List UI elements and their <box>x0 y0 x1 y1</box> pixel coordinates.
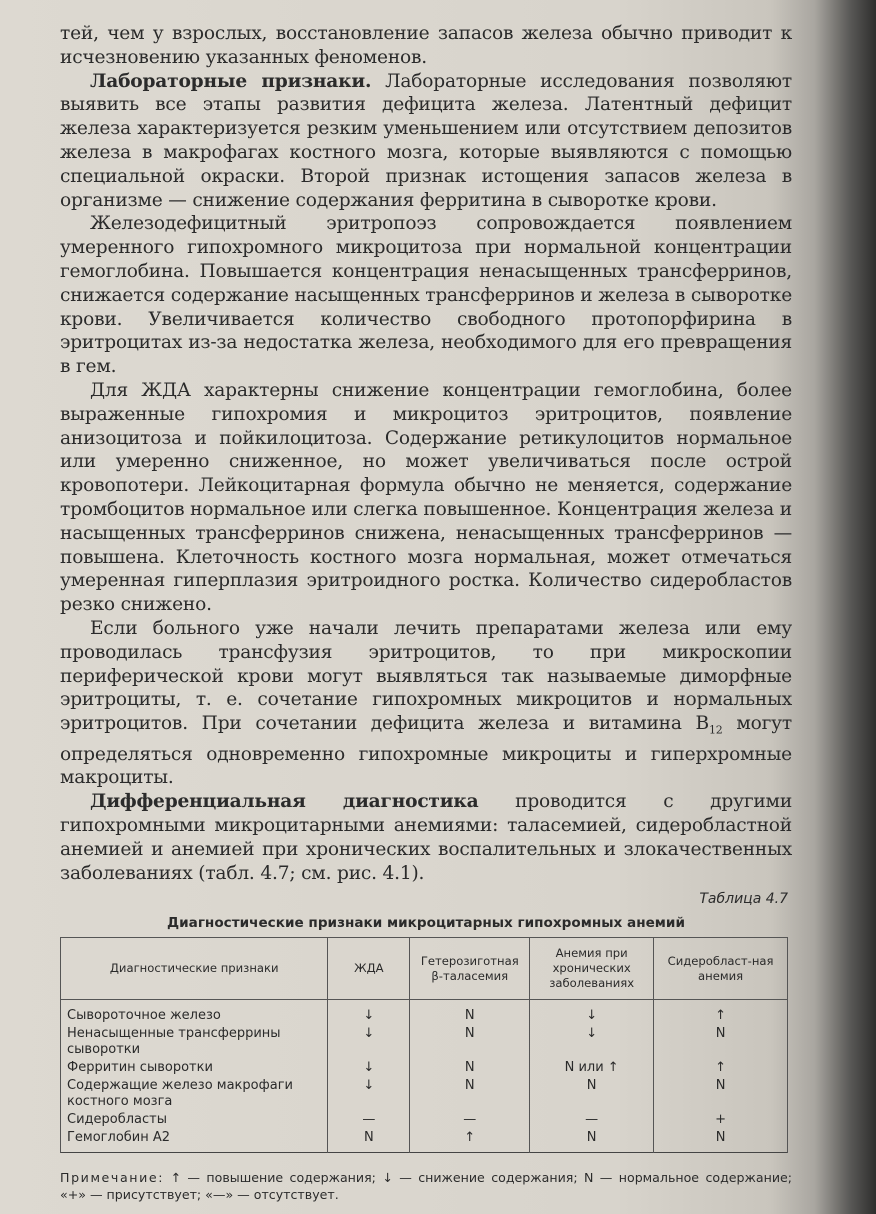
table-row <box>61 1111 788 1129</box>
row-label: Ненасыщенные трансферрины сыворотки <box>61 1025 328 1059</box>
paragraph-text: тей, чем у взрослых, восстановление запасов железа обычно приводит к исчезновению указанных феноменов. <box>60 23 792 68</box>
column-header: Сидеробласт-ная анемия <box>654 938 788 1000</box>
table-cell: N <box>654 1025 788 1059</box>
row-label: Сидеробласты <box>61 1111 328 1129</box>
table-row <box>61 1059 788 1077</box>
column-header: ЖДА <box>328 938 410 1000</box>
paragraph-text: проводится с другими гипохромными микроцитарными анемиями: таласемией, сидеробластной анемией и анемией при хронических воспалительных и злокачественных заболеваниях (табл. 4.7; см. рис. 4.1). <box>60 791 793 884</box>
table-row <box>61 1000 788 1026</box>
table-cell: ↑ <box>654 1059 788 1077</box>
table-cell: ↓ <box>328 1059 410 1077</box>
table-cell: N <box>654 1077 788 1111</box>
subscript: 12 <box>708 723 723 737</box>
row-label: Содержащие железо макрофаги костного мозга <box>61 1077 328 1111</box>
paragraph-text: Для ЖДА характерны снижение концентрации гемоглобина, более выраженные гипохромия и микроцитоз эритроцитов, появление анизоцитоза и пойкилоцитоза. Содержание ретикулоцитов нормальное или умеренно сниженное, но может увеличиваться после острой кровопотери. Лейкоцитарная формула обычно не меняется, содержание тромбоцитов нормальное или слегка повышенное. Концентрация железа и насыщенных трансферринов снижена, ненасыщенных трансферринов — повышена. Клеточность костного мозга нормальная, может отмечаться умеренная гиперплазия эритроидного ростка. Количество сидеробластов резко снижено. <box>60 379 792 616</box>
table-cell: N <box>410 1077 530 1111</box>
paragraph-text: могут определяться одновременно гипохромные микроциты и гиперхромные макроциты. <box>60 713 792 789</box>
table-cell: N <box>410 1000 530 1026</box>
text-column <box>60 22 792 1203</box>
table-cell: ↓ <box>530 1025 654 1059</box>
paragraph-continuation <box>60 22 792 70</box>
table-cell: — <box>328 1111 410 1129</box>
table-cell: ↓ <box>328 1000 410 1026</box>
table-caption: Таблица 4.7 <box>699 891 788 908</box>
table-footnote <box>60 1169 792 1203</box>
table-cell: N <box>410 1025 530 1059</box>
diagnostic-table <box>60 937 788 1153</box>
footnote-text: ↑ — повышение содержания; ↓ — снижение содержания; N — нормальное содержание; «+» — присутствует; «—» — отсутствует. <box>60 1170 792 1203</box>
table-cell: — <box>410 1111 530 1129</box>
table-cell: ↓ <box>328 1025 410 1059</box>
column-header: Диагностические признаки <box>61 938 328 1000</box>
table-cell: + <box>654 1111 788 1129</box>
table-cell: N <box>530 1077 654 1111</box>
table-cell: N <box>654 1129 788 1153</box>
table-cell: ↓ <box>530 1000 654 1026</box>
row-label: Ферритин сыворотки <box>61 1059 328 1077</box>
table-cell: — <box>530 1111 654 1129</box>
table-row <box>61 1077 788 1111</box>
table-row <box>61 1025 788 1059</box>
table-header-row <box>61 938 788 1000</box>
lead-heading: Дифференциальная диагностика <box>90 791 479 813</box>
paragraph-erythropoiesis <box>60 212 792 379</box>
row-label: Гемоглобин А2 <box>61 1129 328 1153</box>
table-cell: ↑ <box>654 1000 788 1026</box>
column-header: Гетерозиготная β-таласемия <box>410 938 530 1000</box>
lead-heading: Лабораторные признаки. <box>90 70 372 92</box>
paragraph-text: Лабораторные исследования позволяют выявить все этапы развития дефицита железа. Латентный дефицит железа характеризуется резким уменьшением или отсутствием депозитов железа в макрофагах костного мозга, которые выявляются с помощью специальной окраски. Второй признак истощения запасов железа в организме — снижение содержания ферритина в сыворотке крови. <box>60 70 792 211</box>
paragraph-text: Железодефицитный эритропоэз сопровождается появлением умеренного гипохромного микроцитоза при нормальной концентрации гемоглобина. Повышается концентрация ненасыщенных трансферринов, снижается содержание насыщенных трансферринов и железа в сыворотке крови. Увеличивается количество свободного протопорфирина в эритроцитах из-за недостатка железа, необходимого для его превращения в гем. <box>60 213 792 378</box>
table-cell: N или ↑ <box>530 1059 654 1077</box>
paragraph-text: Если больного уже начали лечить препаратами железа или ему проводилась трансфузия эритроцитов, то при микроскопии периферической крови могут выявляться так называемые диморфные эритроциты, т. е. сочетание гипохромных микроцитов и нормальных эритроцитов. При сочетании дефицита железа и витамина B <box>60 617 792 735</box>
paragraph-dimorphic <box>60 617 792 790</box>
table-cell: ↓ <box>328 1077 410 1111</box>
table-cell: N <box>328 1129 410 1153</box>
table-cell: ↑ <box>410 1129 530 1153</box>
table-row <box>61 1129 788 1153</box>
table-cell: N <box>410 1059 530 1077</box>
footnote-label: Примечание: <box>60 1170 165 1186</box>
paragraph-ida-features <box>60 379 792 617</box>
table-title: Диагностические признаки микроцитарных гипохромных анемий <box>167 915 685 932</box>
row-label: Сывороточное железо <box>61 1000 328 1026</box>
paragraph-differential <box>60 790 792 885</box>
paragraph-lab-signs <box>60 70 792 213</box>
column-header: Анемия при хронических заболеваниях <box>530 938 654 1000</box>
table-cell: N <box>530 1129 654 1153</box>
